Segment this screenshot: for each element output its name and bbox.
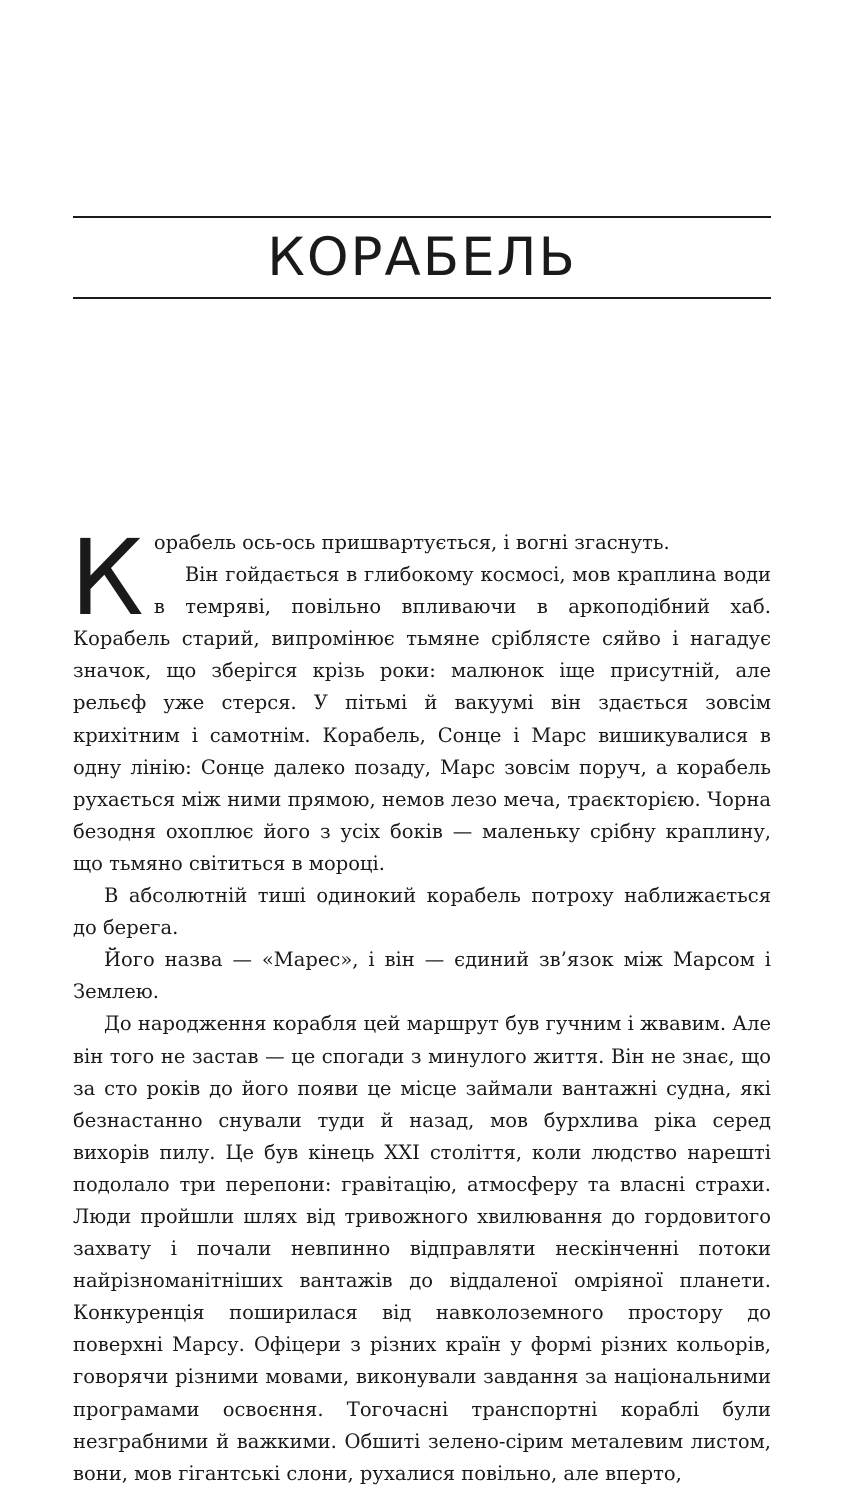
chapter-title: КОРАБЕЛЬ [267,227,577,288]
paragraph: Він гойдається в глибокому космосі, мов краплина води в темряві, повільно впливаючи в аркоподібний хаб. Корабель старий, випромінює тьмяне сріблясте сяйво і нагадує значок, що зберігся крізь роки: малюнок іще присутній, але рельєф уже стерся. У пітьмі й вакуумі він здається зовсім крихітним і самотнім. Корабель, Сонце і Марс вишикувалися в одну лінію: Сонце далеко позаду, Марс зовсім поруч, а корабель рухається між ними прямою, немов лезо меча, траєкторією. Чорна безодня охоплює його з усіх боків — маленьку срібну краплину, що тьмяно світиться в мороці. [73,563,771,875]
paragraph: Його назва — «Марес», і він — єдиний зв’язок між Марсом і Землею. [73,948,771,1004]
drop-cap: К [70,517,144,639]
title-rule-bottom [73,297,771,299]
first-paragraph-text: орабель ось-ось пришвартується, і вогні згаснуть. [153,531,670,554]
paragraph-first [70,517,771,639]
paragraph: До народження корабля цей маршрут був гучним і жвавим. Але він того не застав — це спогади з минулого життя. Він не знає, що за сто років до його появи це місце займали вантажні судна, які безнастанно снували туди й назад, мов бурхлива ріка серед вихорів пилу. Це був кінець XXI століття, коли людство нарешті подолало три перепони: гравітацію, атмосферу та власні страхи. Люди пройшли шлях від тривожного хвилювання до гордовитого захвату і почали невпинно відправляти нескінченні потоки найрізноманітніших вантажів до віддаленої омріяної планети. Конкуренція поширилася від навколоземного простору до поверхні Марсу. Офіцери з різних країн у формі різних кольорів, говорячи різними мовами, виконували завдання за національними програмами освоєння. Тогочасні транспортні кораблі були незграбними й важкими. Обшиті зелено-сірим металевим листом, вони, мов гігантські слони, рухалися повільно, але вперто, [73,1012,771,1485]
title-rule-top [73,216,771,218]
paragraph: В абсолютній тиші одинокий корабель потроху наближається до берега. [73,884,771,940]
body-text [70,517,771,1490]
